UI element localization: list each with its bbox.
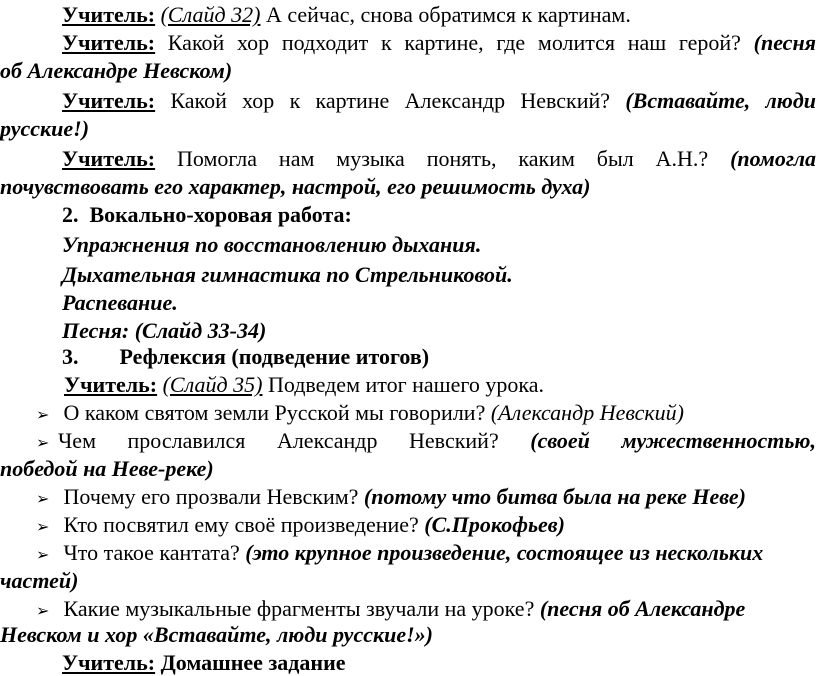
speaker-label: Учитель: xyxy=(62,146,156,171)
slide-reference: (Слайд 35) xyxy=(162,372,263,397)
arrow-bullet-icon: ➢ xyxy=(36,489,50,508)
answer-text: (это крупное произведение, состоящее из нескольких xyxy=(245,540,764,565)
question-text: Какой хор к картине Александр Невский? xyxy=(155,88,626,113)
paragraph-slide-32 xyxy=(62,2,816,28)
slide-reference: (Слайд 32) xyxy=(160,2,261,27)
list-item xyxy=(36,484,816,512)
list-item xyxy=(36,512,816,540)
speaker-label: Учитель: xyxy=(64,372,158,397)
question-choir-prayer xyxy=(62,30,816,56)
paragraph-text: Домашнее задание xyxy=(155,650,346,675)
question-text: Помогла нам музыка понять, каким был А.Н.? xyxy=(155,146,731,171)
arrow-bullet-icon: ➢ xyxy=(36,601,50,620)
answer-continuation xyxy=(0,116,816,142)
answer-text: русские!) xyxy=(0,116,90,141)
answer-continuation xyxy=(0,622,816,648)
answer-text: почувствовать его характер, настрой, его решимость духа) xyxy=(0,174,591,199)
list-item: Дыхательная гимнастика по Стрельниковой. xyxy=(62,262,513,287)
answer-continuation xyxy=(0,456,816,482)
answer-text: (своей мужественностью, xyxy=(530,428,816,453)
section-title: Рефлексия (подведение итогов) xyxy=(119,344,430,369)
speaker-label: Учитель: xyxy=(62,88,156,113)
paragraph-homework xyxy=(62,650,816,676)
section-number: 2. xyxy=(62,202,79,227)
question-choir-nevsky xyxy=(62,88,816,114)
answer-text: (помогла xyxy=(730,146,816,171)
answer-text: (песня xyxy=(753,30,816,55)
list-item xyxy=(36,400,816,428)
list-item: Песня: (Слайд 33-34) xyxy=(62,318,267,343)
answer-text: победой на Неве-реке) xyxy=(0,456,214,481)
paragraph-text: А сейчас, снова обратимся к картинам. xyxy=(260,2,631,27)
arrow-bullet-icon: ➢ xyxy=(36,433,50,452)
section-number: 3. xyxy=(62,344,79,369)
question-text: Какой хор подходит к картине, где молится наш герой? xyxy=(155,30,754,55)
answer-continuation xyxy=(0,58,816,84)
list-item: Упражнения по восстановлению дыхания. xyxy=(62,232,482,257)
answer-text: (Александр Невский) xyxy=(490,400,684,425)
list-item xyxy=(36,428,816,456)
section-heading-reflection xyxy=(62,344,816,370)
arrow-bullet-icon: ➢ xyxy=(36,545,50,564)
speaker-label: Учитель: xyxy=(62,30,156,55)
question-text: Что такое кантата? xyxy=(63,540,246,565)
question-text: Почему его прозвали Невским? xyxy=(63,484,364,509)
question-text: Чем прославился Александр Невский? xyxy=(58,428,531,453)
question-music-helped xyxy=(62,146,816,172)
question-text: Какие музыкальные фрагменты звучали на уроке? xyxy=(63,596,540,621)
list-item: Распевание. xyxy=(62,290,178,315)
answer-continuation xyxy=(0,174,816,200)
arrow-bullet-icon: ➢ xyxy=(36,517,50,536)
answer-text: частей) xyxy=(0,568,79,593)
question-text: О каком святом земли Русской мы говорили? xyxy=(63,400,491,425)
answer-text: Невском и хор «Вставайте, люди русские!») xyxy=(0,622,434,647)
list-item xyxy=(36,540,816,568)
answer-text: (потому что битва была на реке Неве) xyxy=(363,484,746,509)
question-text: Кто посвятил ему своё произведение? xyxy=(63,512,425,537)
list-item xyxy=(36,596,816,624)
answer-continuation xyxy=(0,568,816,594)
answer-text: (Вставайте, люди xyxy=(625,88,816,113)
answer-text: об Александре Невском) xyxy=(0,58,233,83)
arrow-bullet-icon: ➢ xyxy=(36,405,50,424)
section-title: Вокально-хоровая работа: xyxy=(89,202,352,227)
paragraph-slide-35 xyxy=(64,372,816,398)
section-heading-vocal xyxy=(62,202,816,228)
answer-text: (песня об Александре xyxy=(539,596,746,621)
speaker-label: Учитель: xyxy=(62,650,156,675)
speaker-label: Учитель: xyxy=(62,2,156,27)
answer-text: (С.Прокофьев) xyxy=(424,512,565,537)
paragraph-text: Подведем итог нашего урока. xyxy=(262,372,544,397)
